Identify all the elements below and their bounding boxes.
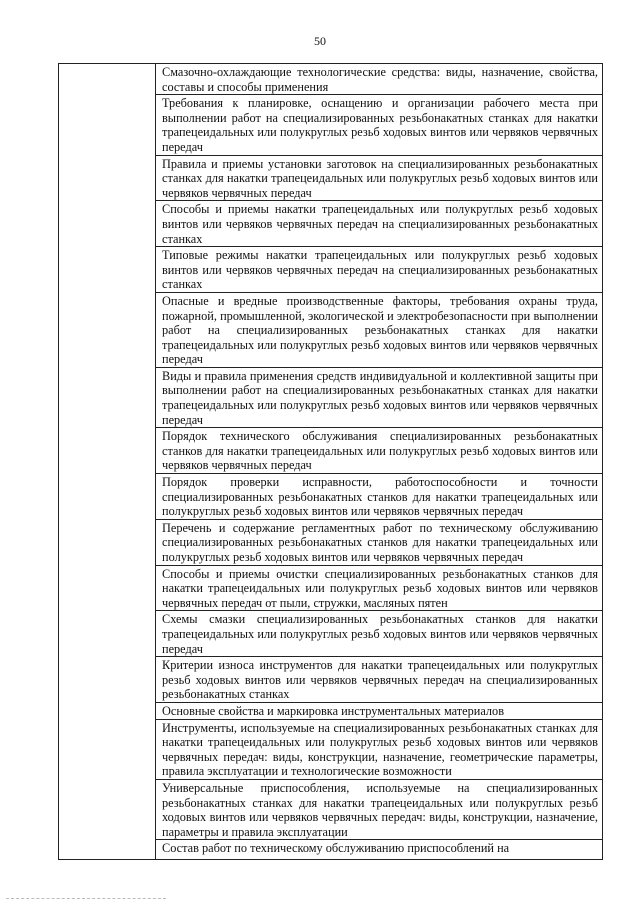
table-cell: Универсальные приспособления, используемые на специализированных резьбонакатных станках для накатки трапецеидальных или полукруглых резьб ходовых винтов или червяков червячных передач: виды, конструкции, назначение, параметры и правила эксплуатации <box>156 779 603 839</box>
table-cell: Схемы смазки специализированных резьбонакатных станков для накатки трапецеидальных или полукруглых резьб ходовых винтов или червяков червячных передач <box>156 611 603 657</box>
requirements-table <box>58 63 603 860</box>
table-cell: Порядок технического обслуживания специализированных резьбонакатных станков для накатки трапецеидальных или полукруглых резьб ходовых винтов или червяков червячных передач <box>156 428 603 474</box>
merged-label-cell <box>59 64 156 860</box>
table-row <box>59 64 603 95</box>
table-cell: Смазочно-охлаждающие технологические средства: виды, назначение, свойства, составы и способы применения <box>156 64 603 95</box>
table-cell: Критерии износа инструментов для накатки трапецеидальных или полукруглых резьб ходовых винтов или червяков червячных передач на специализированных резьбонакатных станках <box>156 657 603 703</box>
table-cell: Способы и приемы очистки специализированных резьбонакатных станков для накатки трапецеидальных или полукруглых резьб ходовых винтов или червяков червячных передач от пыли, стружки, масляных пятен <box>156 565 603 611</box>
table-cell: Основные свойства и маркировка инструментальных материалов <box>156 702 603 719</box>
table-cell: Опасные и вредные производственные факторы, требования охраны труда, пожарной, промышленной, экологической и электробезопасности при выполнении работ на специализированных резьбонакатных станках для накатки трапецеидальных или полукруглых резьб ходовых винтов или червяков червячных передач <box>156 292 603 367</box>
table-cell: Виды и правила применения средств индивидуальной и коллективной защиты при выполнении работ на специализированных резьбонакатных станках для накатки трапецеидальных или полукруглых резьб ходовых винтов или червяков червячных передач <box>156 367 603 427</box>
table-cell: Способы и приемы накатки трапецеидальных или полукруглых резьб ходовых винтов или червяков червячных передач на специализированных резьбонакатных станках <box>156 201 603 247</box>
table-cell: Порядок проверки исправности, работоспособности и точности специализированных резьбонакатных станков для накатки трапецеидальных или полукруглых резьб ходовых винтов или червяков червячных передач <box>156 474 603 520</box>
table-cell: Перечень и содержание регламентных работ по техническому обслуживанию специализированных резьбонакатных станков для накатки трапецеидальных или полукруглых резьб ходовых винтов или червяков червячных передач <box>156 519 603 565</box>
table-cell: Требования к планировке, оснащению и организации рабочего места при выполнении работ на специализированных резьбонакатных станках для накатки трапецеидальных или полукруглых резьб ходовых винтов или червяков червячных передач <box>156 95 603 155</box>
table-cell: Правила и приемы установки заготовок на специализированных резьбонакатных станках для накатки трапецеидальных или полукруглых резьб ходовых винтов или червяков червячных передач <box>156 155 603 201</box>
table-cell: Состав работ по техническому обслуживанию приспособлений на <box>156 840 603 860</box>
scan-artifact-line <box>6 898 166 901</box>
table-cell: Инструменты, используемые на специализированных резьбонакатных станках для накатки трапецеидальных или полукруглых резьб ходовых винтов или червяков червячных передач: виды, конструкции, назначение, геометрические параметры, правила эксплуатации и технологические возможности <box>156 719 603 779</box>
table-cell: Типовые режимы накатки трапецеидальных или полукруглых резьб ходовых винтов или червяков червячных передач на специализированных резьбонакатных станках <box>156 247 603 293</box>
page-number: 50 <box>314 34 326 48</box>
